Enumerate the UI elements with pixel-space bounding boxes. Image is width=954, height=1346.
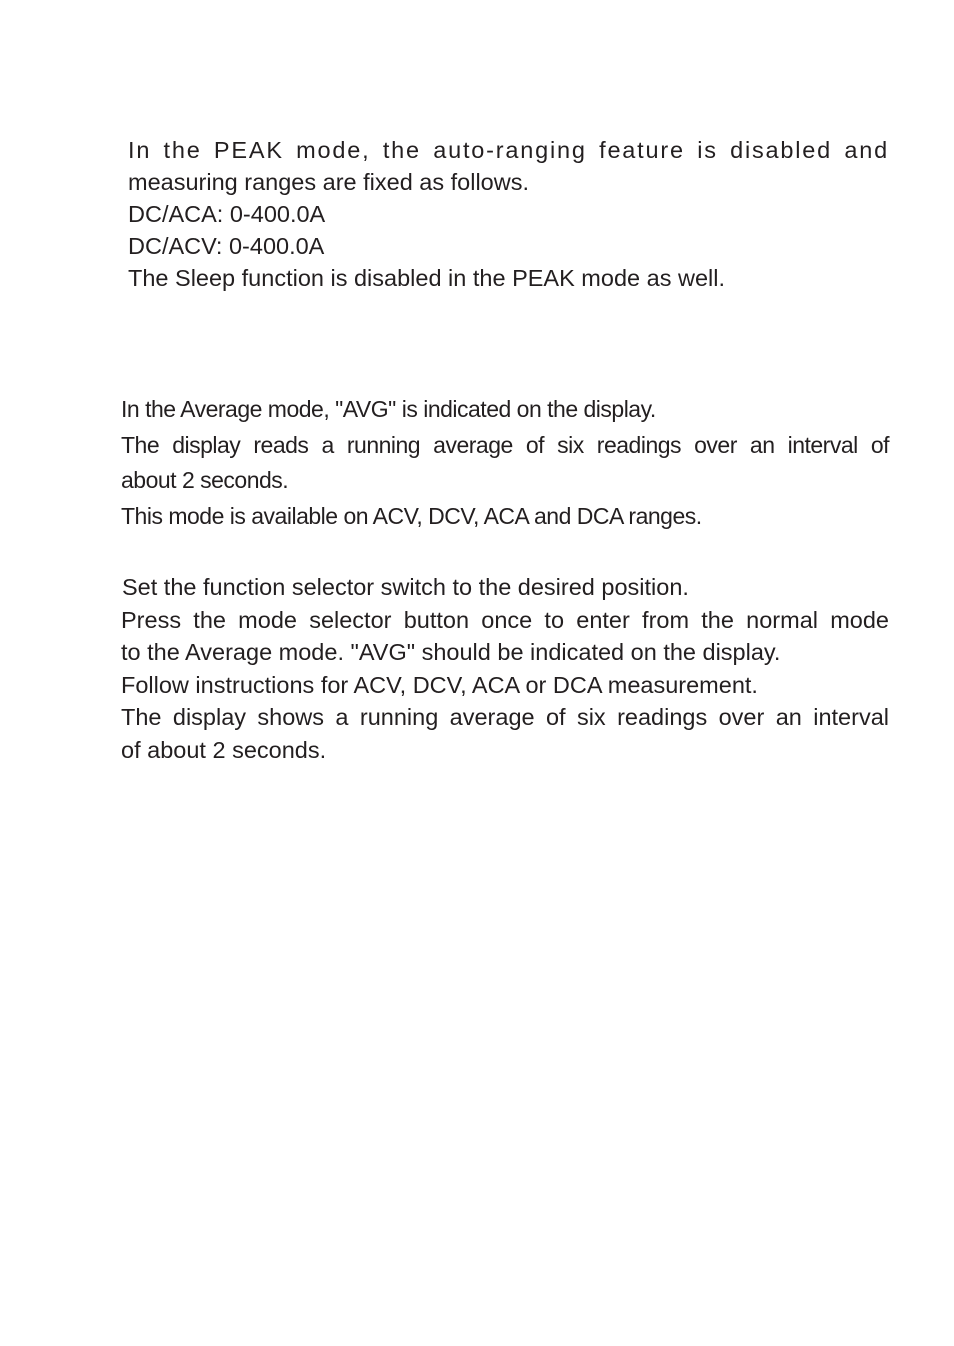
avg-step-line-6: of about 2 seconds.	[121, 736, 327, 763]
avg-step-line-3: to the Average mode. "AVG" should be indicated on the display.	[121, 639, 781, 665]
peak-text-line-2: measuring ranges are fixed as follows.	[128, 169, 530, 195]
peak-range-aca: DC/ACA: 0-400.0A	[128, 201, 326, 227]
avg-step-line-4: Follow instructions for ACV, DCV, ACA or DCA measurement.	[121, 671, 758, 698]
peak-range-acv: DC/ACV: 0-400.0A	[128, 233, 325, 259]
avg-step-line-2: Press the mode selector button once to enter from the normal mode	[121, 606, 889, 633]
avg-desc-line-3: about 2 seconds.	[121, 467, 289, 493]
avg-step-line-5: The display shows a running average of six readings over an interval	[121, 704, 889, 730]
avg-step-line-1: Set the function selector switch to the desired position.	[122, 574, 689, 600]
avg-desc-line-4: This mode is available on ACV, DCV, ACA and DCA ranges.	[121, 502, 702, 529]
average-mode-description	[121, 392, 889, 534]
peak-text-line-1: In the PEAK mode, the auto-ranging feature is disabled and	[128, 137, 889, 163]
avg-desc-line-1: In the Average mode, "AVG" is indicated on the display.	[121, 396, 656, 422]
peak-mode-section	[128, 134, 889, 294]
average-mode-procedure	[121, 571, 889, 766]
peak-sleep-note: The Sleep function is disabled in the PEAK mode as well.	[128, 265, 725, 291]
avg-desc-line-2: The display reads a running average of six readings over an interval of	[121, 431, 889, 458]
